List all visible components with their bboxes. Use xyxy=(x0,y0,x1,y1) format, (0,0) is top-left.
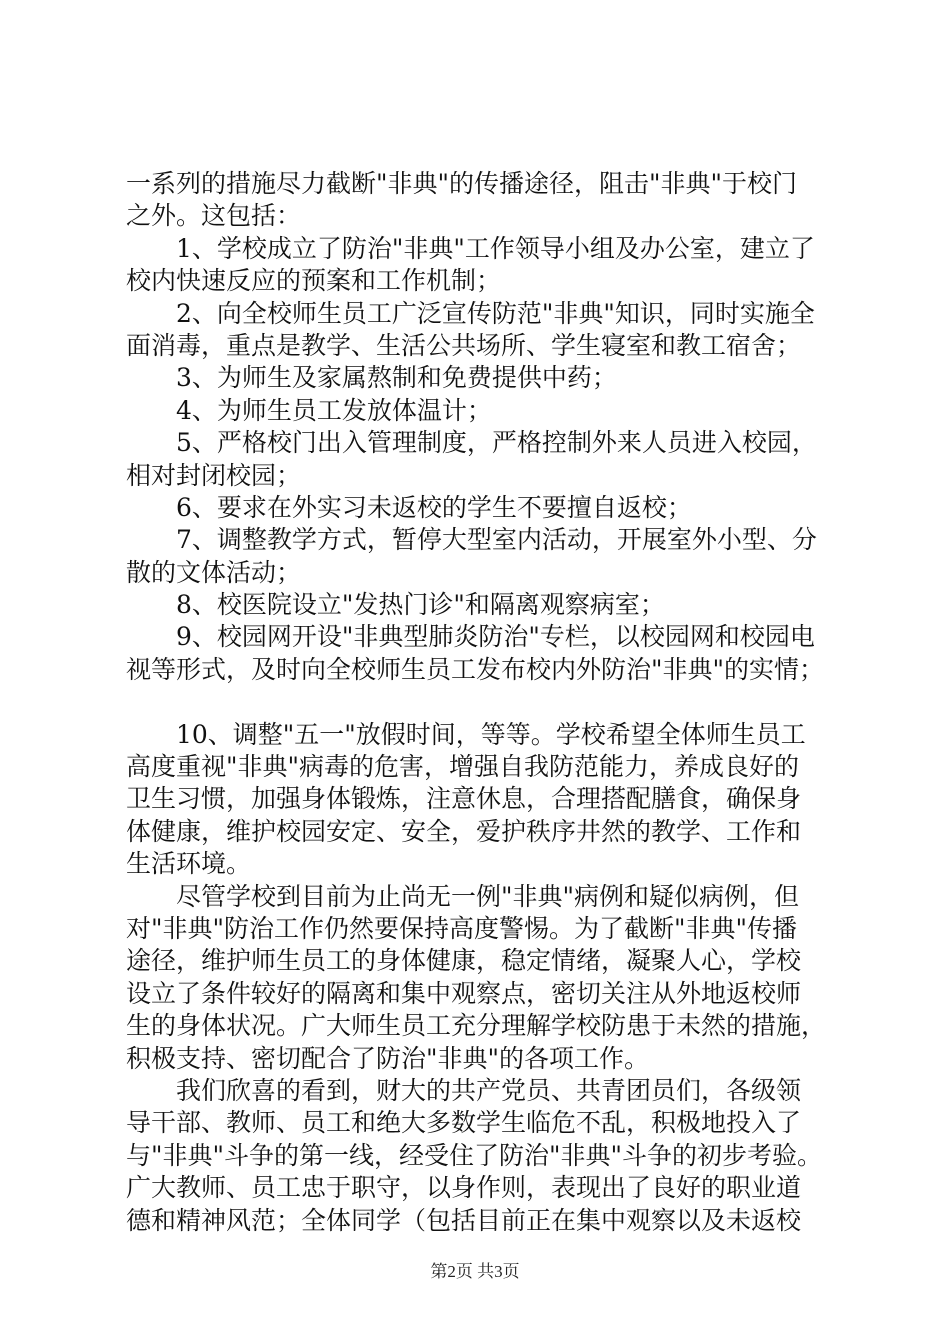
text-line: 体健康，维护校园安定、安全，爱护秩序井然的教学、工作和 xyxy=(126,816,802,846)
text-line: 途径，维护师生员工的身体健康，稳定情绪，凝聚人心，学校 xyxy=(126,946,802,976)
text-line: 7、调整教学方式，暂停大型室内活动，开展室外小型、分 xyxy=(176,525,817,555)
text-line: 积极支持、密切配合了防治"非典"的各项工作。 xyxy=(126,1043,649,1073)
text-line: 一系列的措施尽力截断"非典"的传播途径，阻击"非典"于校门 xyxy=(126,169,797,198)
text-line: 1、学校成立了防治"非典"工作领导小组及办公室，建立了 xyxy=(176,233,815,263)
text-line: 广大教师、员工忠于职守，以身作则，表现出了良好的职业道 xyxy=(126,1173,802,1203)
text-line: 德和精神风范；全体同学（包括目前正在集中观察以及未返校 xyxy=(126,1205,802,1235)
text-line: 设立了条件较好的隔离和集中观察点，密切关注从外地返校师 xyxy=(126,978,802,1008)
text-line: 4、为师生员工发放体温计； xyxy=(176,395,492,425)
text-line: 8、校医院设立"发热门诊"和隔离观察病室； xyxy=(176,590,665,620)
text-line: 9、校园网开设"非典型肺炎防治"专栏，以校园网和校园电 xyxy=(176,622,815,652)
text-line: 我们欣喜的看到，财大的共产党员、共青团员们，各级领 xyxy=(176,1075,802,1105)
text-line: 校内快速反应的预案和工作机制； xyxy=(126,266,502,296)
page-number-footer: 第2页 共3页 xyxy=(430,1262,520,1281)
text-line: 对"非典"防治工作仍然要保持高度警惕。为了截断"非典"传播 xyxy=(126,913,797,943)
text-line: 3、为师生及家属熬制和免费提供中药； xyxy=(176,363,617,393)
text-line: 之外。这包括： xyxy=(126,201,302,231)
text-line: 卫生习惯，加强身体锻炼，注意休息，合理搭配膳食，确保身 xyxy=(126,784,802,814)
text-line: 高度重视"非典"病毒的危害，增强自我防范能力，养成良好的 xyxy=(126,752,800,782)
text-line: 面消毒，重点是教学、生活公共场所、学生寝室和教工宿舍； xyxy=(126,330,802,360)
text-line: 生的身体状况。广大师生员工充分理解学校防患于未然的措施， xyxy=(126,1011,827,1041)
blank-line xyxy=(126,686,836,718)
text-line: 导干部、教师、员工和绝大多数学生临危不乱，积极地投入了 xyxy=(126,1108,802,1138)
text-line: 视等形式，及时向全校师生员工发布校内外防治"非典"的实情； xyxy=(126,654,825,684)
text-line: 6、要求在外实习未返校的学生不要擅自返校； xyxy=(176,492,692,522)
text-line: 散的文体活动； xyxy=(126,557,302,587)
text-line: 5、严格校门出入管理制度，严格控制外来人员进入校园， xyxy=(176,428,817,458)
text-line: 相对封闭校园； xyxy=(126,460,302,490)
text-line: 2、向全校师生员工广泛宣传防范"非典"知识，同时实施全 xyxy=(176,298,815,328)
text-line: 与"非典"斗争的第一线，经受住了防治"非典"斗争的初步考验。 xyxy=(126,1140,822,1170)
text-line: 尽管学校到目前为止尚无一例"非典"病例和疑似病例，但 xyxy=(176,881,800,911)
text-line: 生活环境。 xyxy=(126,849,252,879)
text-line: 10、调整"五一"放假时间，等等。学校希望全体师生员工 xyxy=(176,719,806,749)
document-body xyxy=(126,168,836,1237)
